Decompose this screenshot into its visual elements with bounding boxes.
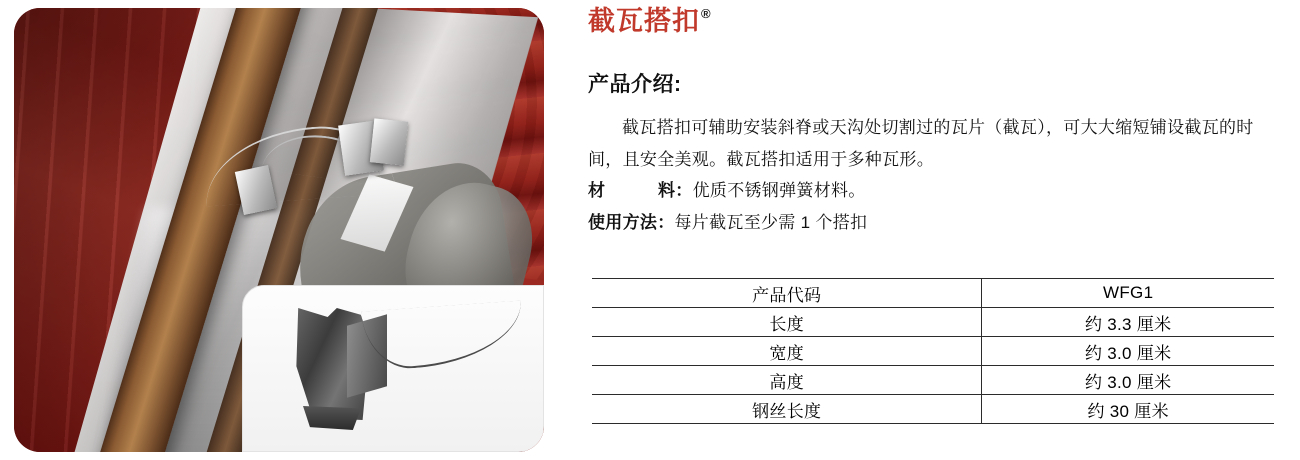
spec-value: WFG1 (982, 279, 1274, 308)
product-info-panel (588, 0, 1288, 460)
usage-value: 每片截瓦至少需 1 个搭扣 (674, 213, 868, 232)
spec-value: 约 30 厘米 (982, 395, 1274, 424)
table-row (592, 366, 1274, 395)
installed-clip-3 (370, 118, 408, 165)
table-row (592, 337, 1274, 366)
main-product-photo (14, 8, 544, 452)
product-description: 截瓦搭扣可辅助安装斜脊或天沟处切割过的瓦片（截瓦），可大大缩短铺设截瓦的时间，且安全美观。截瓦搭扣适用于多种瓦形。 (588, 118, 1254, 169)
specification-table-body (592, 279, 1274, 424)
spec-value: 约 3.0 厘米 (982, 366, 1274, 395)
product-title: 截瓦搭扣 (588, 6, 700, 36)
material-label-suffix: 料： (658, 181, 693, 200)
usage-line (588, 208, 867, 238)
table-row (592, 395, 1274, 424)
spec-name: 长度 (592, 308, 982, 337)
table-row (592, 308, 1274, 337)
material-label: 材 (588, 181, 606, 200)
material-line (588, 176, 866, 206)
product-title-row (588, 8, 711, 35)
spec-name: 产品代码 (592, 279, 982, 308)
specification-table (592, 278, 1274, 424)
clip-foot (303, 406, 361, 430)
spec-name: 钢丝长度 (592, 395, 982, 424)
table-row (592, 279, 1274, 308)
section-heading-introduction: 产品介绍: (588, 73, 682, 96)
spec-value: 约 3.0 厘米 (982, 337, 1274, 366)
product-closeup-inset (242, 285, 544, 452)
spec-name: 高度 (592, 366, 982, 395)
usage-label: 使用方法： (588, 213, 675, 232)
spec-name: 宽度 (592, 337, 982, 366)
spec-value: 约 3.3 厘米 (982, 308, 1274, 337)
registered-trademark-symbol: ® (701, 6, 711, 21)
material-value: 优质不锈钢弹簧材料。 (692, 181, 866, 200)
